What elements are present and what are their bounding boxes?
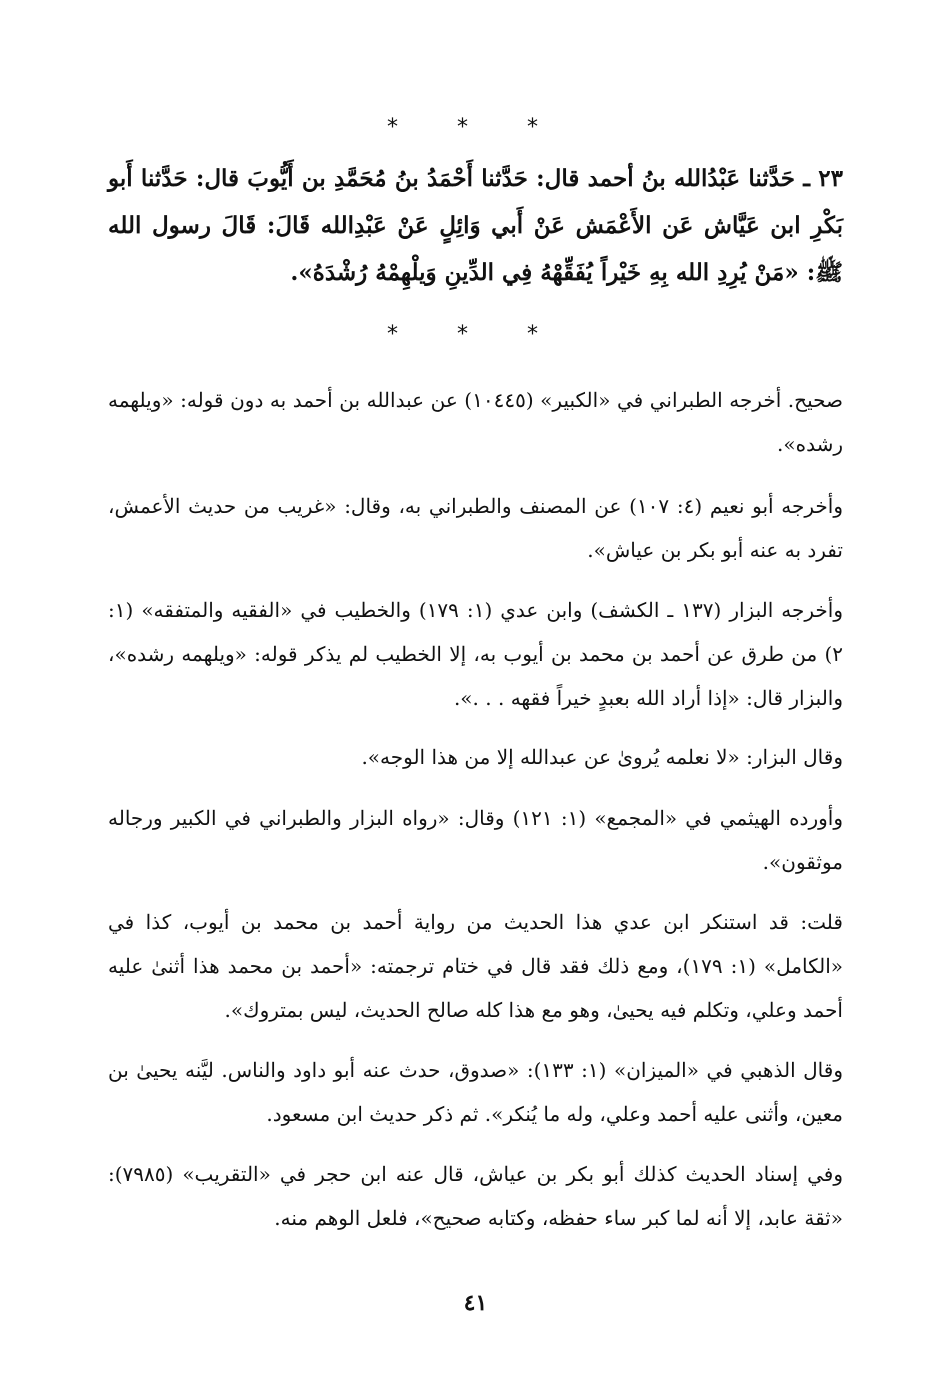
paragraph-bazzar: وقال البزار: «لا نعلمه يُروىٰ عن عبدالله إلا من هذا الوجه». <box>361 745 843 769</box>
separator-middle: * * * <box>387 322 564 347</box>
paragraph-takhrij-3: وأخرجه البزار (١٣٧ ـ الكشف) وابن عدي (١: ١٧٩) والخطيب في «الفقيه والمتفقه» (١: ٢) من طرق عن أحمد بن محمد بن أيوب به، إلا الخطيب لم يذكر قوله: «ويلهمه رشده»، والبزار قال: «إذا أراد الله بعبدٍ خيراً فقهه . . .». <box>108 598 843 710</box>
paragraph-dhahabi: وقال الذهبي في «الميزان» (١: ١٣٣): «صدوق، حدث عنه أبو داود والناس. ليَّنه يحيىٰ بن معين، وأثنى عليه أحمد وعلي، وله ما يُنكر». ثم ذكر حديث ابن مسعود. <box>108 1058 843 1126</box>
paragraph-isnad: وفي إسناد الحديث كذلك أبو بكر بن عياش، قال عنه ابن حجر في «التقريب» (٧٩٨٥): «ثقة عابد، إلا أنه لما كبر ساء حفظه، وكتابه صحيح»، فلعل الوهم منه. <box>108 1162 843 1230</box>
separator-top: * * * <box>387 115 564 140</box>
page-number: ٤١ <box>463 1290 488 1316</box>
paragraph-takhrij-2: وأخرجه أبو نعيم (٤: ١٠٧) عن المصنف والطبراني به، وقال: «غريب من حديث الأعمش، تفرد به عنه أبو بكر بن عياش». <box>108 494 843 562</box>
hadith-text: ٢٣ ـ حَدَّثنا عَبْدُالله بنُ أحمد قال: حَدَّثنا أَحْمَدُ بنُ مُحَمَّدِ بن أَيُّوبَ قال: حَدَّثنا أَبو بَكْرِ ابن عَيَّاش عَن الأَعْمَش عَنْ أَبي وَائِلٍ عَنْ عَبْدِالله قَالَ: قَالَ رسول الله ﷺ: «مَنْ يُرِدِ الله بِهِ خَيْراً يُفَقِّهْهُ فِي الدِّينِ وَيلْهِمْهُ رُشْدَهُ». <box>108 165 843 286</box>
paragraph-haythami: وأورده الهيثمي في «المجمع» (١: ١٢١) وقال: «رواه البزار والطبراني في الكبير ورجاله موثقون». <box>108 806 843 874</box>
paragraph-qultu: قلت: قد استنكر ابن عدي هذا الحديث من رواية أحمد بن محمد بن أيوب، كذا في «الكامل» (١: ١٧٩)، ومع ذلك فقد قال في ختام ترجمته: «أحمد بن محمد هذا أثنىٰ عليه أحمد وعلي، وتكلم فيه يحيىٰ، وهو مع هذا كله صالح الحديث، ليس بمتروك». <box>108 910 844 1022</box>
paragraph-takhrij-1: صحيح. أخرجه الطبراني في «الكبير» (١٠٤٤٥) عن عبدالله بن أحمد به دون قوله: «ويلهمه رشده». <box>108 388 843 456</box>
